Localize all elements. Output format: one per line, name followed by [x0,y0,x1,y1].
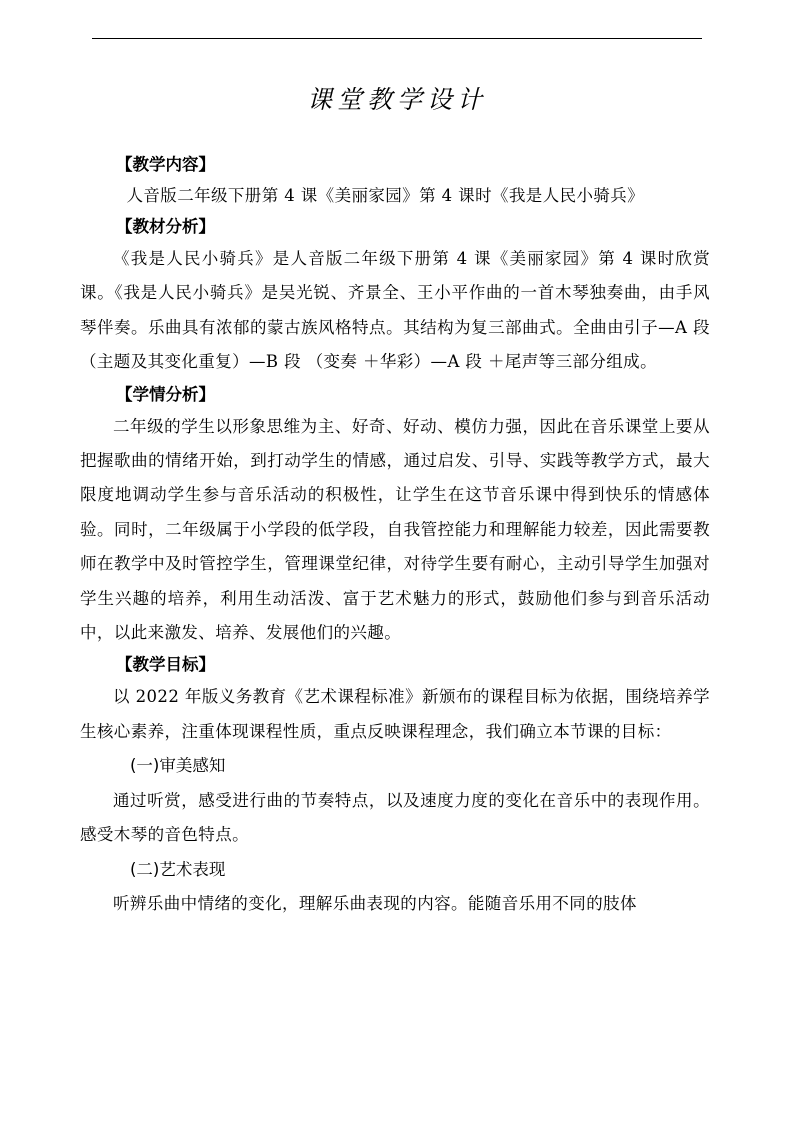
section-heading-material: 【教材分析】 [116,217,215,236]
section-text-content: 人音版二年级下册第 4 课《美丽家园》第 4 课时《我是人民小骑兵》 [126,186,645,205]
document-body [80,150,710,921]
page-title: 课堂教学设计 [306,85,487,114]
section-heading-content: 【教学内容】 [116,155,215,174]
section-text-goals: 以 2022 年版义务教育《艺术课程标准》新颁布的课程目标为依据，围绕培养学生核心素养，注重体现课程性质，重点反映课程理念，我们确立本节课的目标： [80,687,710,741]
section-text-students: 二年级的学生以形象思维为主、好奇、好动、模仿力强，因此在音乐课堂上要从把握歌曲的情绪开始，到打动学生的情感，通过启发、引导、实践等教学方式，最大限度地调动学生参与音乐活动的积极性，让学生在这节音乐课中得到快乐的情感体验。同时，二年级属于小学段的低学段，自我管控能力和理解能力较差，因此需要教师在教学中及时管控学生，管理课堂纪律，对待学生要有耐心，主动引导学生加强对学生兴趣的培养，利用生动活泼、富于艺术魅力的形式，鼓励他们参与到音乐活动中，以此来激发、培养、发展他们的兴趣。 [80,416,710,643]
goal-label-expression: (二)艺术表现 [130,859,226,879]
goal-text-aesthetic: 通过听赏，感受进行曲的节奏特点，以及速度力度的变化在音乐中的表现作用。感受木琴的音色特点。 [80,790,710,845]
goal-text-expression: 听辨乐曲中情绪的变化，理解乐曲表现的内容。能随音乐用不同的肢体 [113,893,637,913]
section-heading-students: 【学情分析】 [116,384,215,404]
section-text-material: 《我是人民小骑兵》是人音版二年级下册第 4 课《美丽家园》第 4 课时欣赏课。《我是人民小骑兵》是吴光锐、齐景全、王小平作曲的一首木琴独奏曲，由手风琴伴奏。乐曲具有浓郁的蒙古族风格特点。其结构为复三部曲式。全曲由引子—A 段 （主题及其变化重复）—B 段 （变奏 ＋华彩）—A 段 ＋尾声等三部分组成。 [80,249,710,372]
header-rule [92,38,702,39]
goal-label-aesthetic: (一)审美感知 [130,756,226,776]
section-heading-goals: 【教学目标】 [116,655,215,675]
